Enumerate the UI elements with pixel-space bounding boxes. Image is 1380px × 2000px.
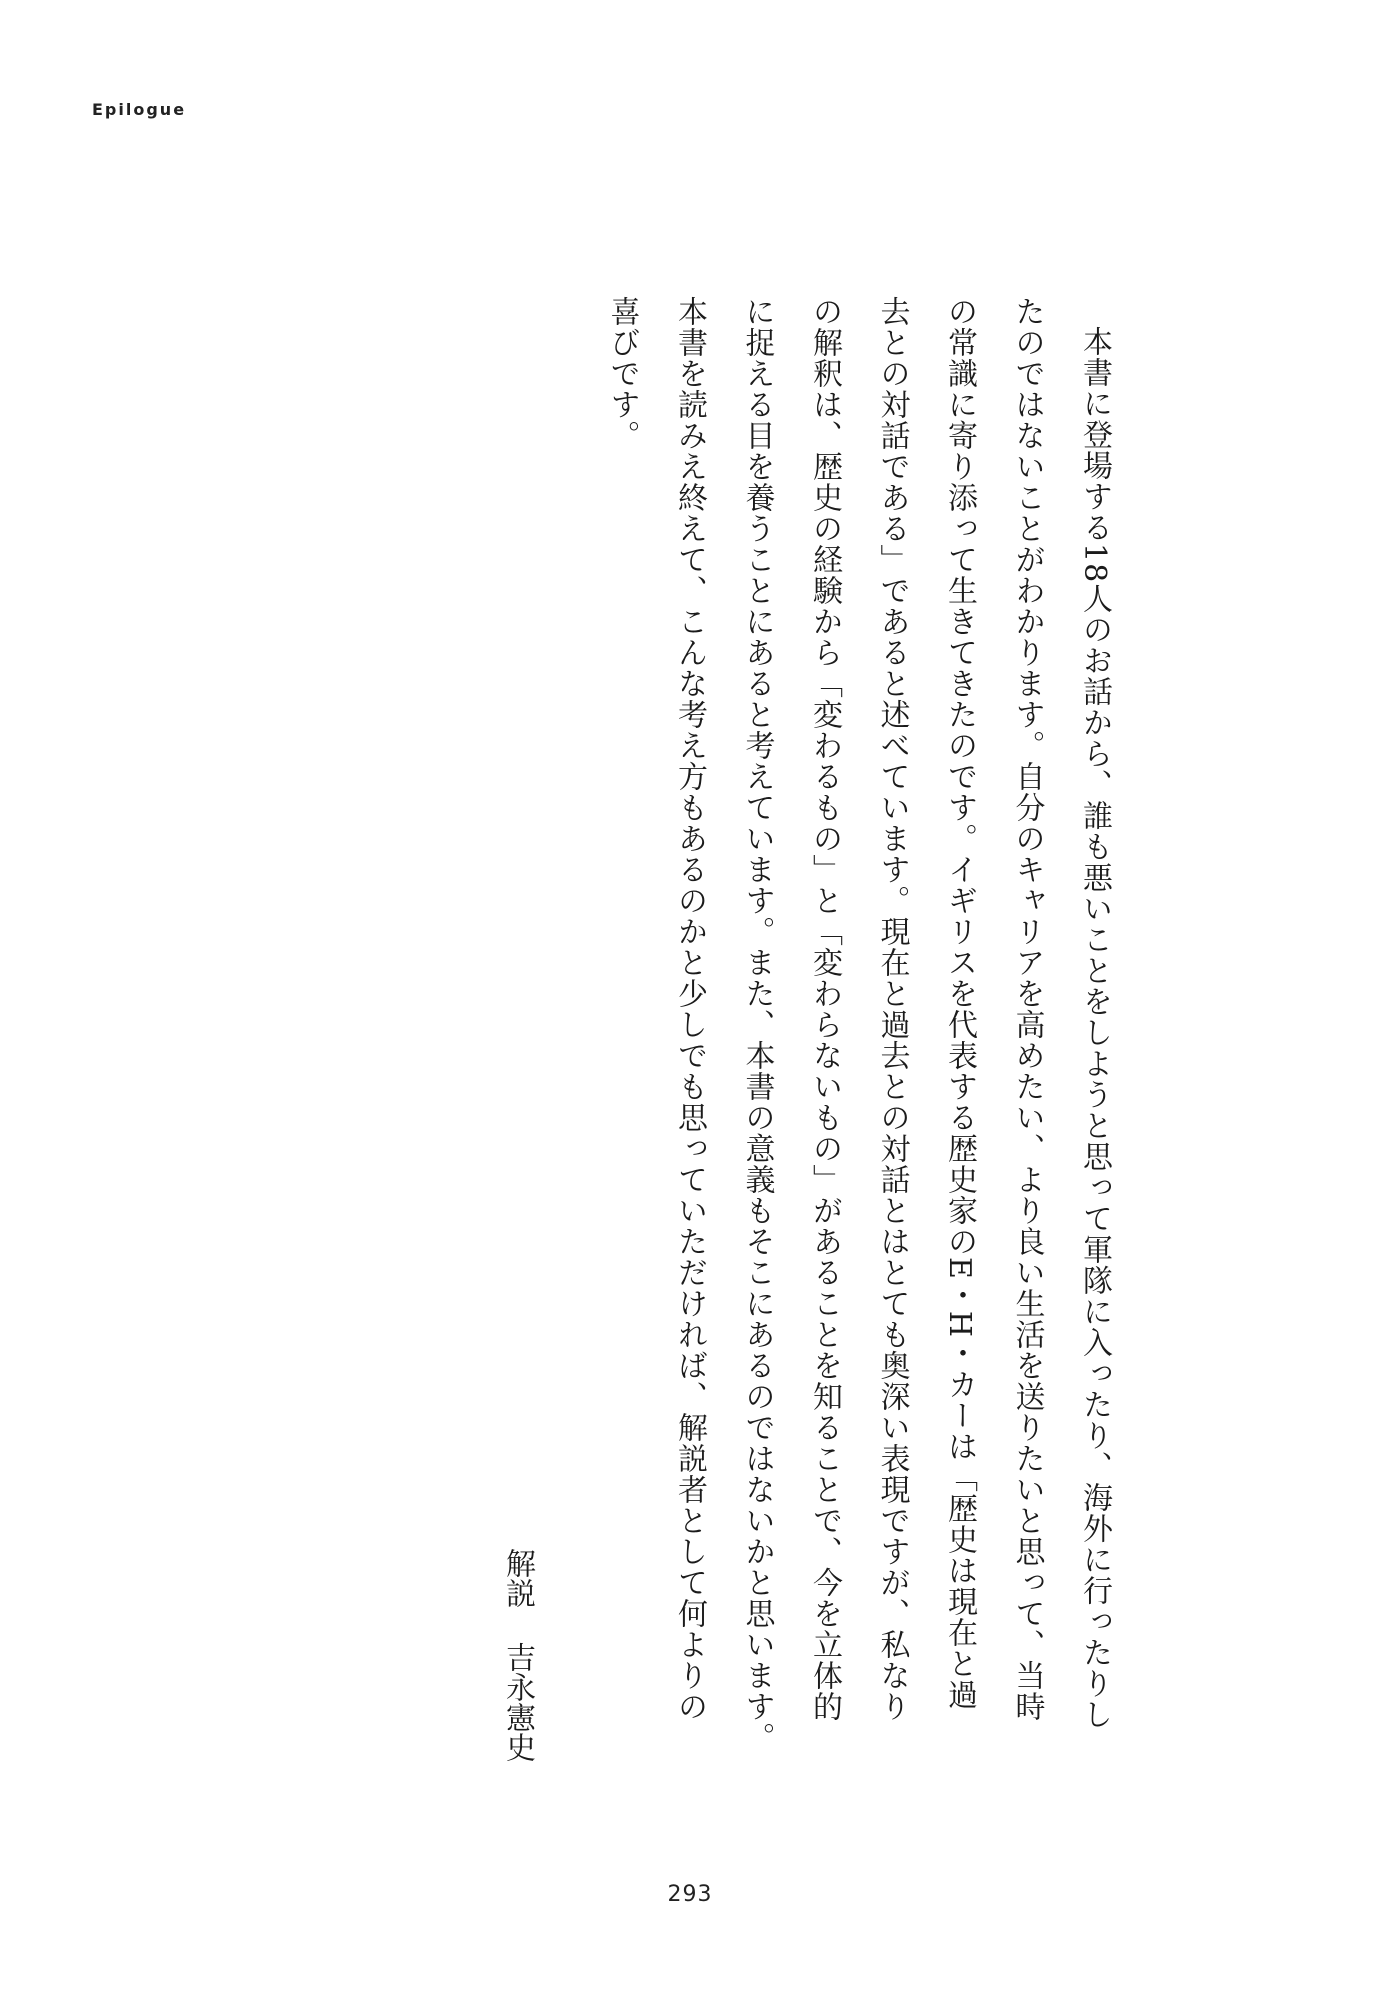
text-line: の解釈は、歴史の経験から「変わるもの」と「変わらないもの」があることを知ることで、今を立体的 [807,296,842,1722]
body-paragraph [588,296,1128,1786]
running-head: Epilogue [92,100,187,119]
text-line: 喜びです。 [604,296,640,451]
text-line: 去との対話である」であると述べています。現在と過去との対話とはとても奥深い表現ですが、私なり [874,296,910,1722]
signature-name: 吉永憲史 [500,1642,535,1762]
text-line: に捉える目を養うことにあると考えています。また、本書の意義もそこにあるのではないかと思います。 [739,296,775,1753]
signature-role: 解説 [500,1548,535,1608]
text-line: 本書に登場する18人のお話から、誰も悪いことをしようと思って軍隊に入ったり、海外に行ったりし [1077,326,1112,1731]
text-line: たのではないことがわかります。自分のキャリアを高めたい、より良い生活を送りたいと思って、当時 [1009,296,1045,1722]
page-number: 293 [667,1882,713,1907]
text-line: の常識に寄り添って生きてきたのです。イギリスを代表する歴史家のE・H・カーは「歴史は現在と過 [942,296,977,1711]
text-line: 本書を読みえ終えて、こんな考え方もあるのかと少しでも思っていただければ、解説者として何よりの [672,296,707,1722]
author-signature [497,1548,537,1792]
